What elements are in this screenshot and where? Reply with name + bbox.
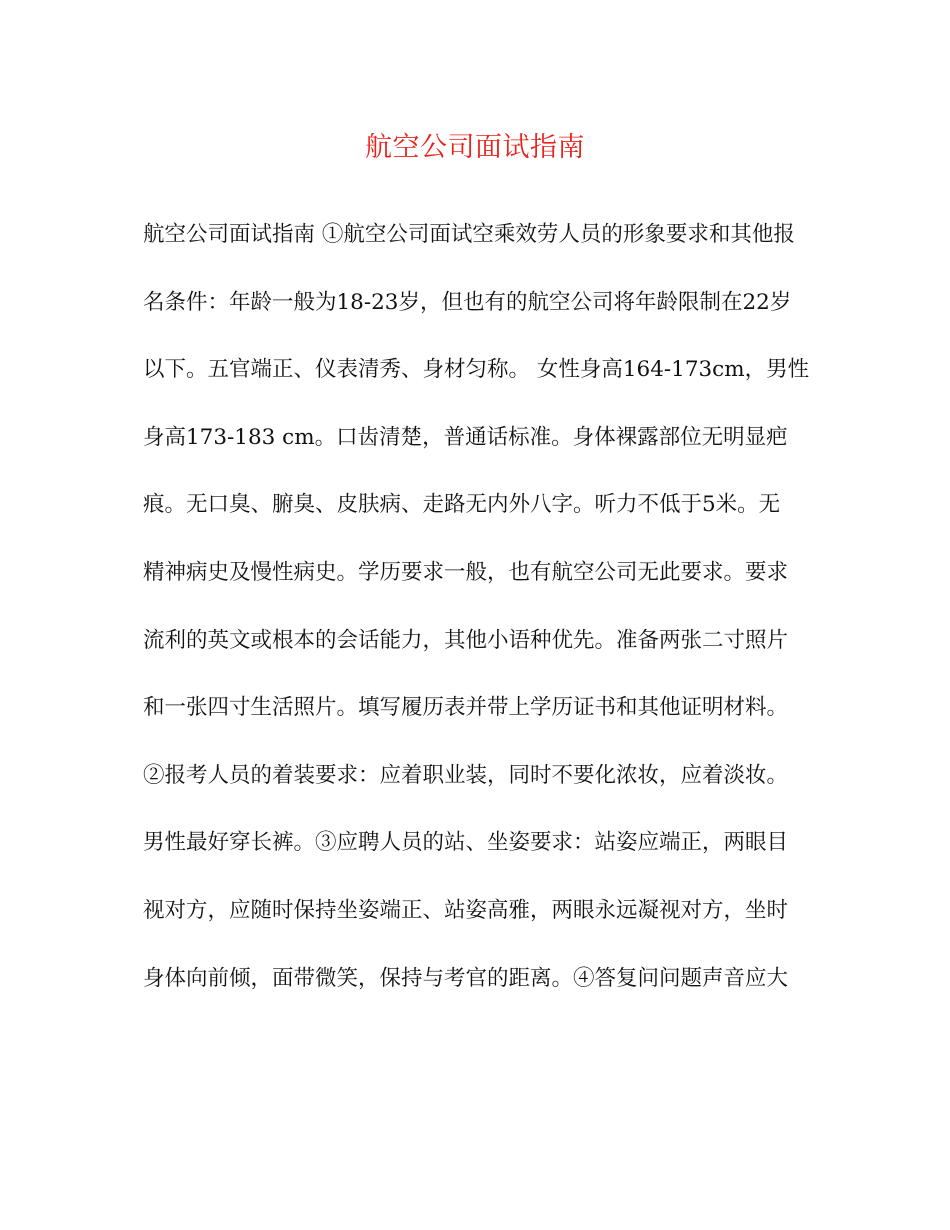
body-line: ②报考人员的着装要求：应着职业装，同时不要化浓妆，应着淡妆。 [143,762,789,788]
body-line: 精神病史及慢性病史。学历要求一般，也有航空公司无此要求。要求 [143,559,789,585]
body-line: 视对方，应随时保持坐姿端正、站姿高雅，两眼永远凝视对方，坐时 [143,897,789,923]
document-title: 航空公司面试指南 [365,132,585,163]
body-line: 名条件：年龄一般为18-23岁，但也有的航空公司将年龄限制在22岁 [143,289,792,315]
body-line: 和一张四寸生活照片。填写履历表并带上学历证书和其他证明材料。 [143,695,789,721]
body-line: 痕。无口臭、腑臭、皮肤病、走路无内外八字。听力不低于5米。无 [143,492,781,518]
body-line: 航空公司面试指南 ①航空公司面试空乘效劳人员的形象要求和其他报 [143,222,795,247]
document-body [143,211,823,1022]
body-line: 身高173-183 cm。口齿清楚，普通话标准。身体裸露部位无明显疤 [143,424,788,450]
body-line: 流利的英文或根本的会话能力，其他小语种优先。准备两张二寸照片 [143,627,789,653]
body-line: 身体向前倾，面带微笑，保持与考官的距离。④答复问问题声音应大 [143,965,789,991]
body-line: 男性最好穿长裤。③应聘人员的站、坐姿要求：站姿应端正，两眼目 [143,830,789,856]
body-line: 以下。五官端正、仪表清秀、身材匀称。 女性身高164-173cm，男性 [143,357,810,383]
